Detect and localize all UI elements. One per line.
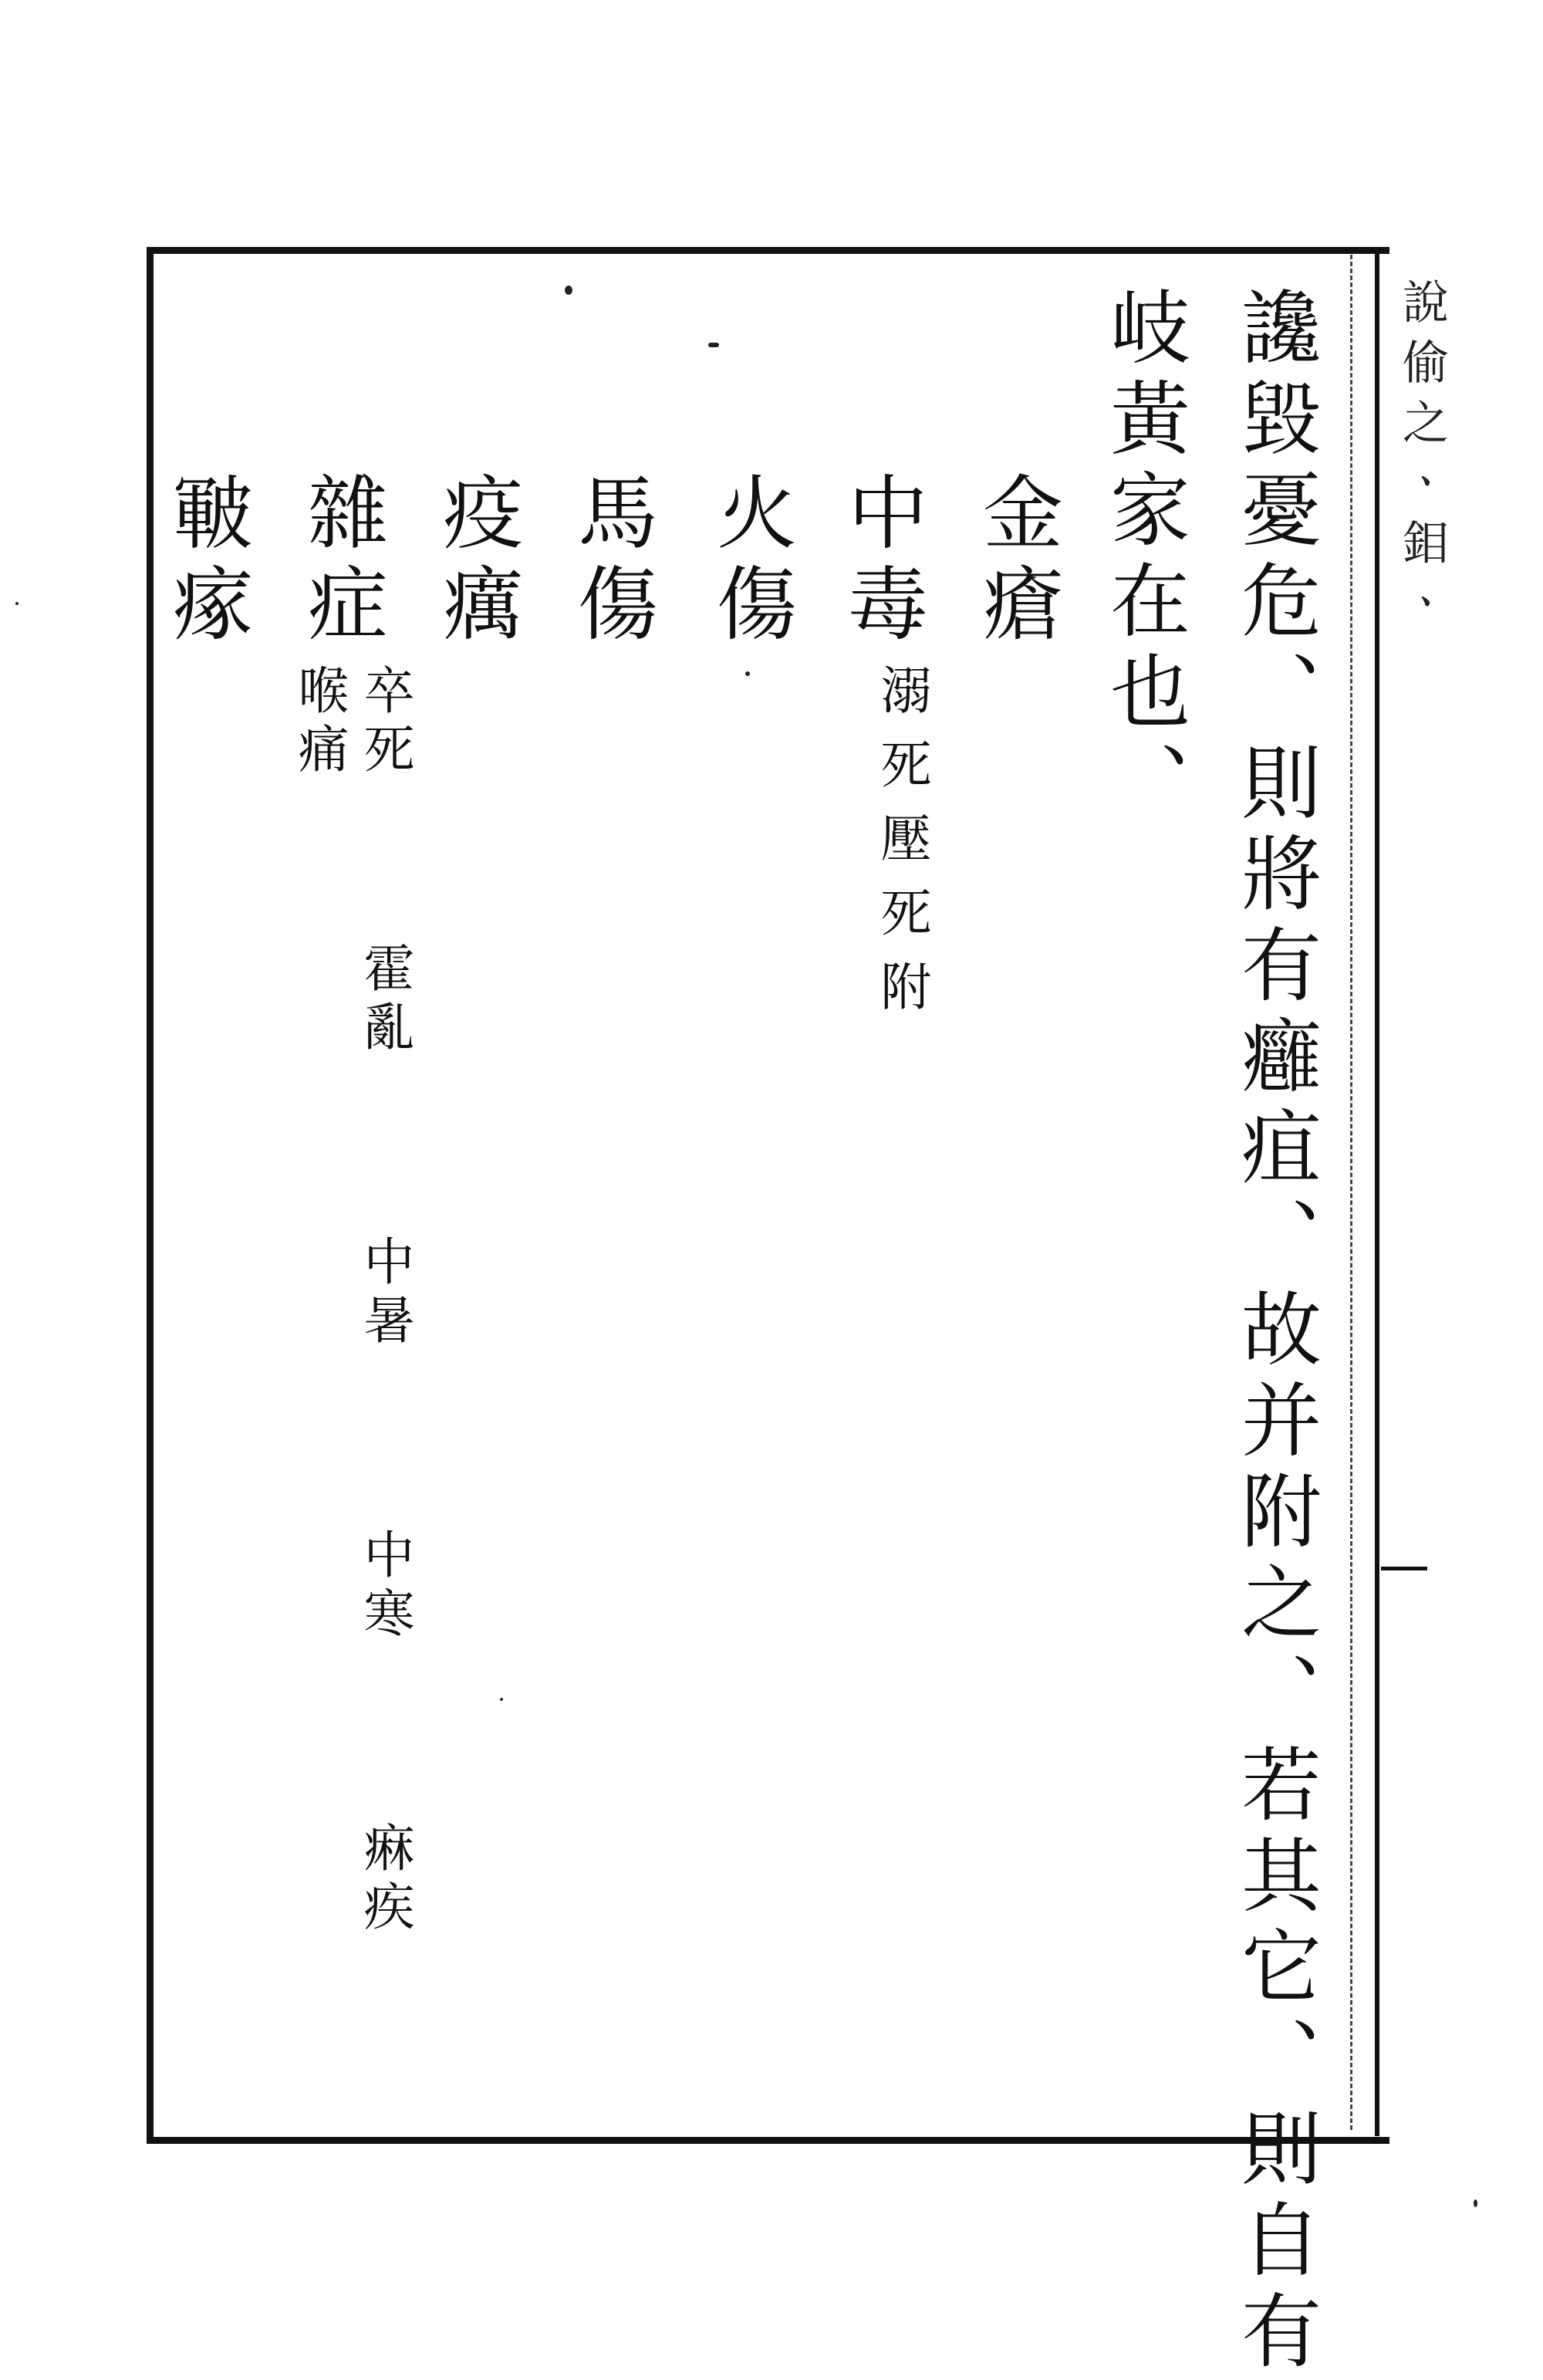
toc-item-zazheng-note-zhonghan: 中寒 [355, 1528, 414, 1645]
toc-item-zhongdu: 中毒 [834, 471, 928, 653]
toc-item-zazheng-note-houtong: 喉痛 [289, 664, 349, 781]
speck [15, 602, 19, 605]
toc-item-junzhu: 皸瘃 [159, 471, 253, 653]
margin-header: 說偷之ㆍ鉬ㆍ [1395, 278, 1449, 639]
page-frame-right-rule [1375, 247, 1379, 2136]
toc-item-zhongdu-note: 溺死壓死附 [872, 664, 931, 1034]
margin-dash [1381, 1567, 1427, 1570]
speck [708, 343, 719, 347]
toc-item-yili: 疫癘 [429, 471, 523, 653]
speck [500, 1698, 503, 1701]
speck [1474, 2199, 1477, 2207]
toc-item-zazheng-note-huoluan: 霍亂 [355, 942, 414, 1059]
toc-item-jinchuang: 金瘡 [969, 471, 1063, 653]
toc-item-zazheng-note-cusi: 卒死 [355, 664, 414, 781]
preface-line-2: 岐黃家在也、 [1096, 286, 1190, 832]
toc-item-zazheng: 雜症 [294, 471, 388, 653]
speck [745, 671, 750, 676]
toc-item-huoshang: 火傷 [703, 471, 797, 653]
toc-item-mashang: 馬傷 [564, 471, 658, 653]
page-edge-rule [1350, 255, 1356, 2130]
speck [565, 286, 572, 295]
toc-item-zazheng-note-linji: 痳疾 [355, 1821, 414, 1939]
toc-item-zazheng-note-zhongshu: 中暑 [355, 1235, 414, 1352]
preface-line-1: 讒毀憂危、則將有癰疽、故并附之、若其它、則自有 [1227, 286, 1322, 2380]
